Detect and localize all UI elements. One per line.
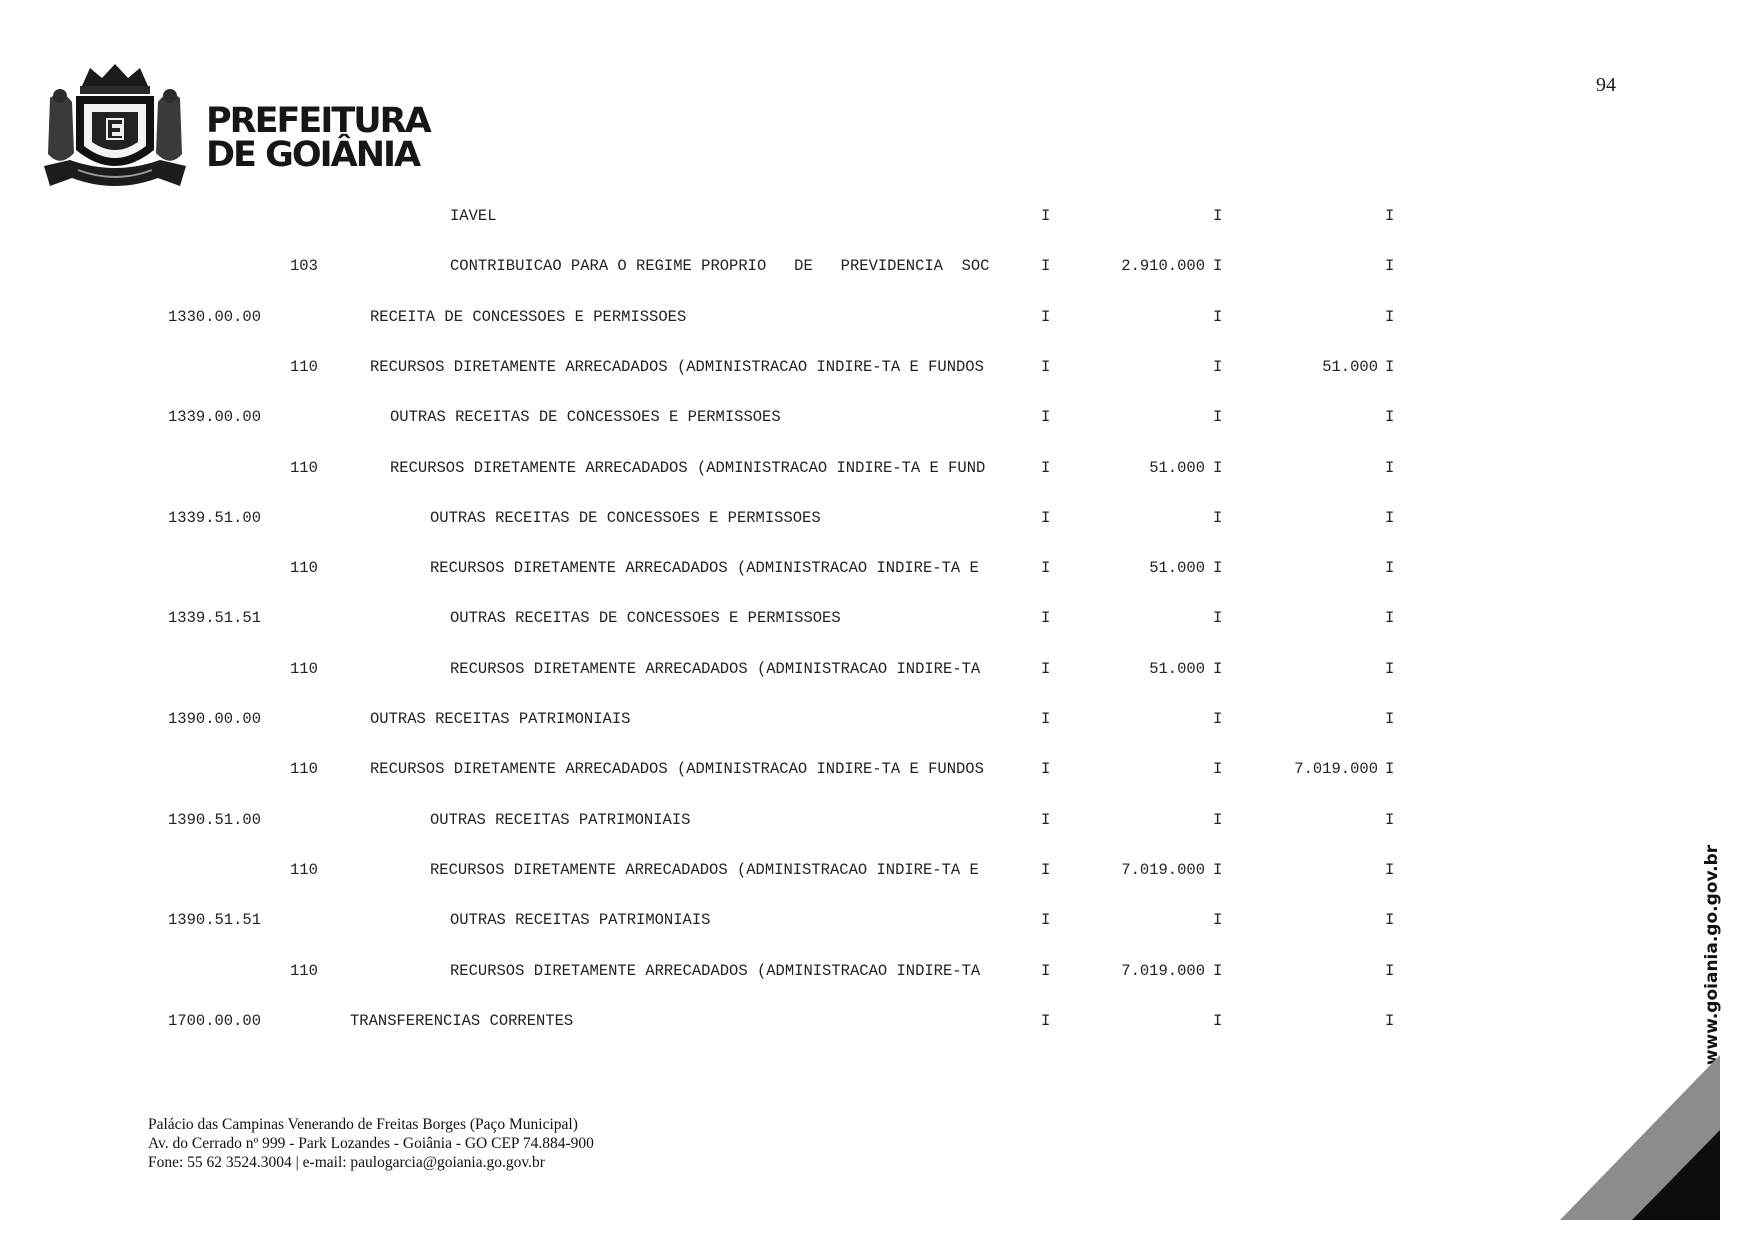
table-row — [0, 256, 1754, 276]
account-code: 1390.51.00 — [168, 810, 262, 829]
column-separator: I — [1213, 760, 1223, 779]
table-row — [0, 961, 1754, 981]
table-row — [0, 608, 1754, 628]
resource-source: 110 — [290, 559, 318, 578]
row-description: OUTRAS RECEITAS DE CONCESSOES E PERMISSOES — [430, 508, 821, 527]
resource-source: 110 — [290, 860, 318, 879]
page-number: 94 — [1596, 74, 1616, 96]
column-separator: I — [1041, 307, 1051, 326]
row-description: RECURSOS DIRETAMENTE ARRECADADOS (ADMINISTRACAO INDIRE-TA E FUNDOS — [370, 760, 984, 779]
column-separator: I — [1041, 609, 1051, 628]
column-separator: I — [1213, 609, 1223, 628]
value-column-2: 7.019.000 — [1294, 760, 1378, 779]
column-separator: I — [1385, 559, 1395, 578]
column-separator: I — [1213, 257, 1223, 276]
row-description: TRANSFERENCIAS CORRENTES — [350, 1011, 574, 1030]
column-separator: I — [1041, 458, 1051, 477]
table-row — [0, 458, 1754, 478]
column-separator: I — [1041, 911, 1051, 930]
column-separator: I — [1041, 1011, 1051, 1030]
resource-source: 110 — [290, 961, 318, 980]
resource-source: 103 — [290, 257, 318, 276]
value-column-1: 7.019.000 — [1121, 961, 1205, 980]
row-description: OUTRAS RECEITAS PATRIMONIAIS — [370, 710, 631, 728]
row-description: RECURSOS DIRETAMENTE ARRECADADOS (ADMINISTRACAO INDIRE-TA — [450, 659, 981, 678]
footer-line-1: Palácio das Campinas Venerando de Freitas Borges (Paço Municipal) — [148, 1116, 578, 1133]
row-description: RECURSOS DIRETAMENTE ARRECADADOS (ADMINISTRACAO INDIRE-TA E — [430, 860, 979, 879]
table-row — [0, 1011, 1754, 1031]
column-separator: I — [1041, 961, 1051, 980]
column-separator: I — [1213, 307, 1223, 326]
row-description: OUTRAS RECEITAS PATRIMONIAIS — [450, 911, 711, 930]
resource-source: 110 — [290, 659, 318, 678]
column-separator: I — [1385, 257, 1395, 276]
account-code: 1339.00.00 — [168, 408, 262, 427]
footer-line-2: Av. do Cerrado nº 999 - Park Lozandes - Goiânia - GO CEP 74.884-900 — [148, 1135, 594, 1152]
value-column-1: 51.000 — [1149, 559, 1205, 578]
column-separator: I — [1385, 810, 1395, 829]
account-code: 1700.00.00 — [168, 1011, 262, 1030]
column-separator: I — [1213, 961, 1223, 980]
value-column-1: 51.000 — [1149, 659, 1205, 678]
row-description: IAVEL — [450, 207, 497, 225]
table-row — [0, 810, 1754, 830]
column-separator: I — [1213, 559, 1223, 578]
table-row — [0, 860, 1754, 880]
value-column-1: 51.000 — [1149, 458, 1205, 477]
column-separator: I — [1041, 810, 1051, 829]
account-code: 1339.51.00 — [168, 508, 262, 527]
column-separator: I — [1213, 207, 1223, 225]
column-separator: I — [1213, 458, 1223, 477]
row-description: RECURSOS DIRETAMENTE ARRECADADOS (ADMINISTRACAO INDIRE-TA E FUNDOS — [370, 357, 984, 376]
column-separator: I — [1041, 207, 1051, 225]
table-row — [0, 206, 1754, 226]
table-row — [0, 307, 1754, 327]
column-separator: I — [1213, 357, 1223, 376]
column-separator: I — [1213, 810, 1223, 829]
column-separator: I — [1041, 357, 1051, 376]
column-separator: I — [1213, 659, 1223, 678]
column-separator: I — [1041, 760, 1051, 779]
column-separator: I — [1385, 508, 1395, 527]
row-description: RECURSOS DIRETAMENTE ARRECADADOS (ADMINISTRACAO INDIRE-TA E FUND — [390, 458, 986, 477]
value-column-2: 51.000 — [1322, 357, 1378, 376]
column-separator: I — [1041, 559, 1051, 578]
website-url: www.goiania.go.gov.br — [1702, 844, 1722, 1066]
column-separator: I — [1213, 911, 1223, 930]
row-description: RECURSOS DIRETAMENTE ARRECADADOS (ADMINISTRACAO INDIRE-TA E — [430, 559, 979, 578]
footer-address — [148, 1115, 594, 1172]
resource-source: 110 — [290, 458, 318, 477]
column-separator: I — [1041, 710, 1051, 728]
column-separator: I — [1213, 710, 1223, 728]
column-separator: I — [1213, 408, 1223, 427]
footer-line-3: Fone: 55 62 3524.3004 | e-mail: paulogarcia@goiania.go.gov.br — [148, 1154, 545, 1171]
value-column-1: 7.019.000 — [1121, 860, 1205, 879]
column-separator: I — [1041, 860, 1051, 879]
table-row — [0, 357, 1754, 377]
row-description: OUTRAS RECEITAS PATRIMONIAIS — [430, 810, 691, 829]
brand-line-1: PREFEITURA — [206, 101, 430, 141]
column-separator: I — [1385, 408, 1395, 427]
column-separator: I — [1385, 710, 1395, 728]
table-row — [0, 407, 1754, 427]
column-separator: I — [1385, 911, 1395, 930]
column-separator: I — [1041, 659, 1051, 678]
column-separator: I — [1385, 961, 1395, 980]
column-separator: I — [1385, 307, 1395, 326]
column-separator: I — [1041, 508, 1051, 527]
row-description: OUTRAS RECEITAS DE CONCESSOES E PERMISSOES — [450, 609, 841, 628]
account-code: 1330.00.00 — [168, 307, 262, 326]
column-separator: I — [1385, 760, 1395, 779]
column-separator: I — [1385, 1011, 1395, 1030]
row-description: OUTRAS RECEITAS DE CONCESSOES E PERMISSOES — [390, 408, 781, 427]
table-row — [0, 910, 1754, 930]
account-code: 1390.00.00 — [168, 710, 262, 728]
resource-source: 110 — [290, 760, 318, 779]
row-description: RECEITA DE CONCESSOES E PERMISSOES — [370, 307, 687, 326]
column-separator: I — [1041, 408, 1051, 427]
table-row — [0, 659, 1754, 679]
table-row — [0, 759, 1754, 779]
brand-line-2: DE GOIÂNIA — [206, 135, 420, 175]
column-separator: I — [1213, 1011, 1223, 1030]
table-row — [0, 558, 1754, 578]
row-description: RECURSOS DIRETAMENTE ARRECADADOS (ADMINISTRACAO INDIRE-TA — [450, 961, 981, 980]
column-separator: I — [1385, 659, 1395, 678]
resource-source: 110 — [290, 357, 318, 376]
column-separator: I — [1385, 609, 1395, 628]
column-separator: I — [1213, 860, 1223, 879]
column-separator: I — [1385, 860, 1395, 879]
column-separator: I — [1213, 508, 1223, 527]
value-column-1: 2.910.000 — [1121, 257, 1205, 276]
corner-decoration — [1560, 1055, 1720, 1220]
row-description: CONTRIBUICAO PARA O REGIME PROPRIO DE PREVIDENCIA SOC — [450, 257, 990, 276]
column-separator: I — [1385, 458, 1395, 477]
column-separator: I — [1385, 357, 1395, 376]
table-row — [0, 508, 1754, 528]
column-separator: I — [1041, 257, 1051, 276]
account-code: 1390.51.51 — [168, 911, 262, 930]
column-separator: I — [1385, 207, 1395, 225]
table-row — [0, 709, 1754, 729]
account-code: 1339.51.51 — [168, 609, 262, 628]
